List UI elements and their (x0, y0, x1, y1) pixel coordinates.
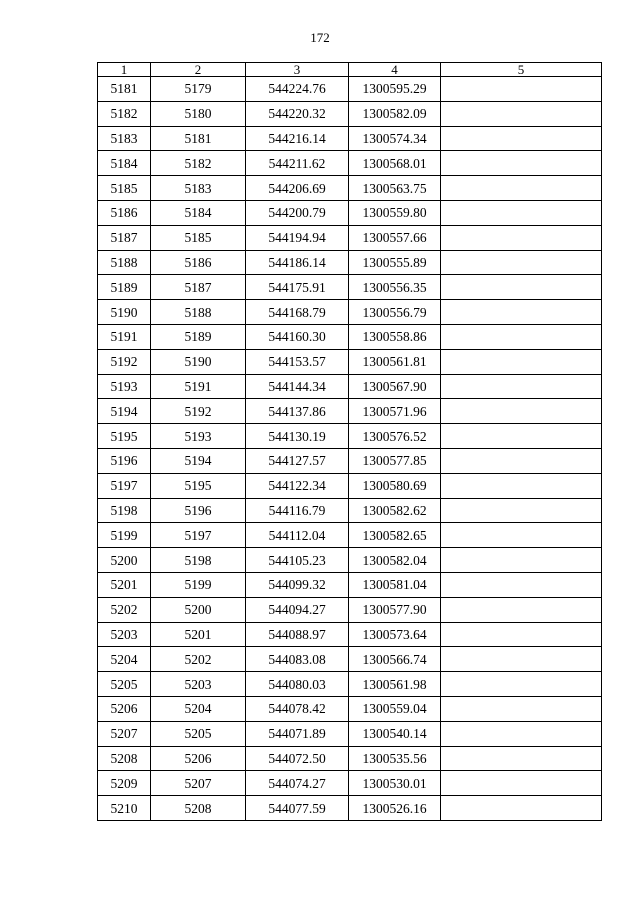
cell-coord-x: 544220.32 (246, 101, 349, 126)
cell-note (441, 151, 602, 176)
cell-coord-y: 1300526.16 (349, 796, 441, 821)
table-row (98, 448, 602, 473)
cell-note (441, 498, 602, 523)
cell-coord-y: 1300557.66 (349, 225, 441, 250)
cell-coord-x: 544168.79 (246, 300, 349, 325)
table-row (98, 275, 602, 300)
cell-point-number: 5197 (98, 473, 151, 498)
cell-prev-point: 5206 (151, 746, 246, 771)
cell-note (441, 597, 602, 622)
cell-coord-y: 1300571.96 (349, 399, 441, 424)
cell-point-number: 5198 (98, 498, 151, 523)
table-row (98, 250, 602, 275)
cell-note (441, 473, 602, 498)
cell-point-number: 5210 (98, 796, 151, 821)
cell-prev-point: 5203 (151, 672, 246, 697)
cell-point-number: 5183 (98, 126, 151, 151)
cell-point-number: 5205 (98, 672, 151, 697)
cell-prev-point: 5179 (151, 77, 246, 102)
table-header (98, 63, 602, 77)
cell-point-number: 5199 (98, 523, 151, 548)
table-row (98, 176, 602, 201)
cell-coord-y: 1300556.35 (349, 275, 441, 300)
table-row (98, 473, 602, 498)
table-row (98, 200, 602, 225)
cell-point-number: 5195 (98, 424, 151, 449)
header-col-5: 5 (441, 63, 602, 77)
cell-prev-point: 5182 (151, 151, 246, 176)
header-col-4: 4 (349, 63, 441, 77)
cell-coord-x: 544094.27 (246, 597, 349, 622)
cell-coord-x: 544211.62 (246, 151, 349, 176)
cell-prev-point: 5191 (151, 374, 246, 399)
cell-coord-y: 1300566.74 (349, 647, 441, 672)
cell-prev-point: 5200 (151, 597, 246, 622)
cell-coord-x: 544175.91 (246, 275, 349, 300)
cell-coord-x: 544112.04 (246, 523, 349, 548)
cell-coord-x: 544160.30 (246, 324, 349, 349)
cell-prev-point: 5201 (151, 622, 246, 647)
cell-coord-x: 544080.03 (246, 672, 349, 697)
cell-prev-point: 5184 (151, 200, 246, 225)
cell-coord-y: 1300556.79 (349, 300, 441, 325)
table-row (98, 399, 602, 424)
table-row (98, 101, 602, 126)
cell-point-number: 5182 (98, 101, 151, 126)
coordinates-table (97, 62, 602, 821)
table-row (98, 498, 602, 523)
page-number: 172 (310, 30, 330, 45)
cell-note (441, 448, 602, 473)
cell-coord-y: 1300577.85 (349, 448, 441, 473)
cell-coord-y: 1300576.52 (349, 424, 441, 449)
header-col-3: 3 (246, 63, 349, 77)
cell-coord-y: 1300577.90 (349, 597, 441, 622)
cell-note (441, 374, 602, 399)
table-row (98, 548, 602, 573)
cell-note (441, 622, 602, 647)
cell-note (441, 424, 602, 449)
cell-prev-point: 5205 (151, 721, 246, 746)
cell-coord-x: 544083.08 (246, 647, 349, 672)
cell-prev-point: 5207 (151, 771, 246, 796)
cell-coord-x: 544072.50 (246, 746, 349, 771)
cell-note (441, 696, 602, 721)
cell-point-number: 5208 (98, 746, 151, 771)
cell-prev-point: 5196 (151, 498, 246, 523)
cell-coord-x: 544216.14 (246, 126, 349, 151)
cell-point-number: 5192 (98, 349, 151, 374)
cell-coord-x: 544077.59 (246, 796, 349, 821)
cell-prev-point: 5194 (151, 448, 246, 473)
cell-coord-y: 1300582.62 (349, 498, 441, 523)
cell-coord-y: 1300581.04 (349, 572, 441, 597)
cell-coord-x: 544153.57 (246, 349, 349, 374)
cell-coord-x: 544071.89 (246, 721, 349, 746)
cell-note (441, 349, 602, 374)
cell-coord-y: 1300563.75 (349, 176, 441, 201)
cell-note (441, 399, 602, 424)
cell-point-number: 5190 (98, 300, 151, 325)
cell-coord-x: 544224.76 (246, 77, 349, 102)
table-row (98, 597, 602, 622)
table-row (98, 572, 602, 597)
cell-prev-point: 5195 (151, 473, 246, 498)
cell-coord-x: 544206.69 (246, 176, 349, 201)
cell-coord-x: 544144.34 (246, 374, 349, 399)
table-row (98, 151, 602, 176)
cell-prev-point: 5190 (151, 349, 246, 374)
cell-point-number: 5187 (98, 225, 151, 250)
cell-note (441, 572, 602, 597)
cell-coord-x: 544099.32 (246, 572, 349, 597)
cell-note (441, 796, 602, 821)
cell-coord-y: 1300582.09 (349, 101, 441, 126)
cell-coord-y: 1300559.80 (349, 200, 441, 225)
cell-coord-x: 544186.14 (246, 250, 349, 275)
cell-coord-y: 1300555.89 (349, 250, 441, 275)
cell-coord-y: 1300582.65 (349, 523, 441, 548)
cell-note (441, 523, 602, 548)
cell-prev-point: 5198 (151, 548, 246, 573)
cell-prev-point: 5204 (151, 696, 246, 721)
cell-point-number: 5194 (98, 399, 151, 424)
cell-coord-x: 544088.97 (246, 622, 349, 647)
cell-note (441, 647, 602, 672)
cell-point-number: 5196 (98, 448, 151, 473)
table-row (98, 721, 602, 746)
cell-prev-point: 5180 (151, 101, 246, 126)
cell-note (441, 300, 602, 325)
cell-coord-y: 1300567.90 (349, 374, 441, 399)
cell-point-number: 5209 (98, 771, 151, 796)
table-row (98, 349, 602, 374)
cell-prev-point: 5181 (151, 126, 246, 151)
cell-coord-y: 1300582.04 (349, 548, 441, 573)
table-row (98, 622, 602, 647)
cell-coord-x: 544137.86 (246, 399, 349, 424)
table-row (98, 374, 602, 399)
cell-coord-y: 1300558.86 (349, 324, 441, 349)
cell-point-number: 5206 (98, 696, 151, 721)
cell-note (441, 275, 602, 300)
cell-coord-y: 1300561.81 (349, 349, 441, 374)
cell-note (441, 126, 602, 151)
cell-prev-point: 5199 (151, 572, 246, 597)
cell-coord-y: 1300573.64 (349, 622, 441, 647)
table-row (98, 746, 602, 771)
cell-coord-y: 1300559.04 (349, 696, 441, 721)
cell-point-number: 5189 (98, 275, 151, 300)
cell-note (441, 101, 602, 126)
cell-point-number: 5181 (98, 77, 151, 102)
cell-note (441, 176, 602, 201)
table-row (98, 771, 602, 796)
cell-note (441, 225, 602, 250)
table-row (98, 300, 602, 325)
cell-point-number: 5185 (98, 176, 151, 201)
cell-point-number: 5207 (98, 721, 151, 746)
cell-prev-point: 5188 (151, 300, 246, 325)
cell-prev-point: 5183 (151, 176, 246, 201)
cell-note (441, 672, 602, 697)
table-row (98, 77, 602, 102)
table-row (98, 324, 602, 349)
cell-prev-point: 5192 (151, 399, 246, 424)
cell-coord-y: 1300595.29 (349, 77, 441, 102)
cell-coord-y: 1300561.98 (349, 672, 441, 697)
cell-coord-y: 1300568.01 (349, 151, 441, 176)
cell-note (441, 250, 602, 275)
cell-prev-point: 5208 (151, 796, 246, 821)
cell-prev-point: 5186 (151, 250, 246, 275)
table-row (98, 672, 602, 697)
table-row (98, 523, 602, 548)
header-row (98, 63, 602, 77)
cell-point-number: 5188 (98, 250, 151, 275)
cell-prev-point: 5189 (151, 324, 246, 349)
cell-note (441, 771, 602, 796)
cell-note (441, 746, 602, 771)
table-row (98, 225, 602, 250)
table-row (98, 126, 602, 151)
cell-coord-x: 544122.34 (246, 473, 349, 498)
table-row (98, 696, 602, 721)
cell-coord-x: 544194.94 (246, 225, 349, 250)
cell-point-number: 5200 (98, 548, 151, 573)
cell-prev-point: 5202 (151, 647, 246, 672)
table-row (98, 796, 602, 821)
cell-coord-x: 544078.42 (246, 696, 349, 721)
cell-coord-x: 544105.23 (246, 548, 349, 573)
cell-note (441, 548, 602, 573)
cell-prev-point: 5197 (151, 523, 246, 548)
cell-point-number: 5191 (98, 324, 151, 349)
cell-point-number: 5203 (98, 622, 151, 647)
cell-point-number: 5186 (98, 200, 151, 225)
cell-coord-x: 544127.57 (246, 448, 349, 473)
cell-note (441, 200, 602, 225)
cell-coord-x: 544116.79 (246, 498, 349, 523)
cell-coord-y: 1300530.01 (349, 771, 441, 796)
table-row (98, 424, 602, 449)
cell-coord-y: 1300580.69 (349, 473, 441, 498)
table-body (98, 77, 602, 821)
cell-note (441, 77, 602, 102)
cell-point-number: 5204 (98, 647, 151, 672)
header-col-1: 1 (98, 63, 151, 77)
cell-coord-x: 544074.27 (246, 771, 349, 796)
cell-coord-x: 544200.79 (246, 200, 349, 225)
cell-point-number: 5193 (98, 374, 151, 399)
cell-point-number: 5202 (98, 597, 151, 622)
table-row (98, 647, 602, 672)
cell-prev-point: 5187 (151, 275, 246, 300)
cell-coord-y: 1300540.14 (349, 721, 441, 746)
cell-coord-y: 1300574.34 (349, 126, 441, 151)
cell-prev-point: 5193 (151, 424, 246, 449)
cell-prev-point: 5185 (151, 225, 246, 250)
cell-coord-x: 544130.19 (246, 424, 349, 449)
cell-coord-y: 1300535.56 (349, 746, 441, 771)
cell-point-number: 5201 (98, 572, 151, 597)
header-col-2: 2 (151, 63, 246, 77)
cell-note (441, 324, 602, 349)
cell-point-number: 5184 (98, 151, 151, 176)
cell-note (441, 721, 602, 746)
